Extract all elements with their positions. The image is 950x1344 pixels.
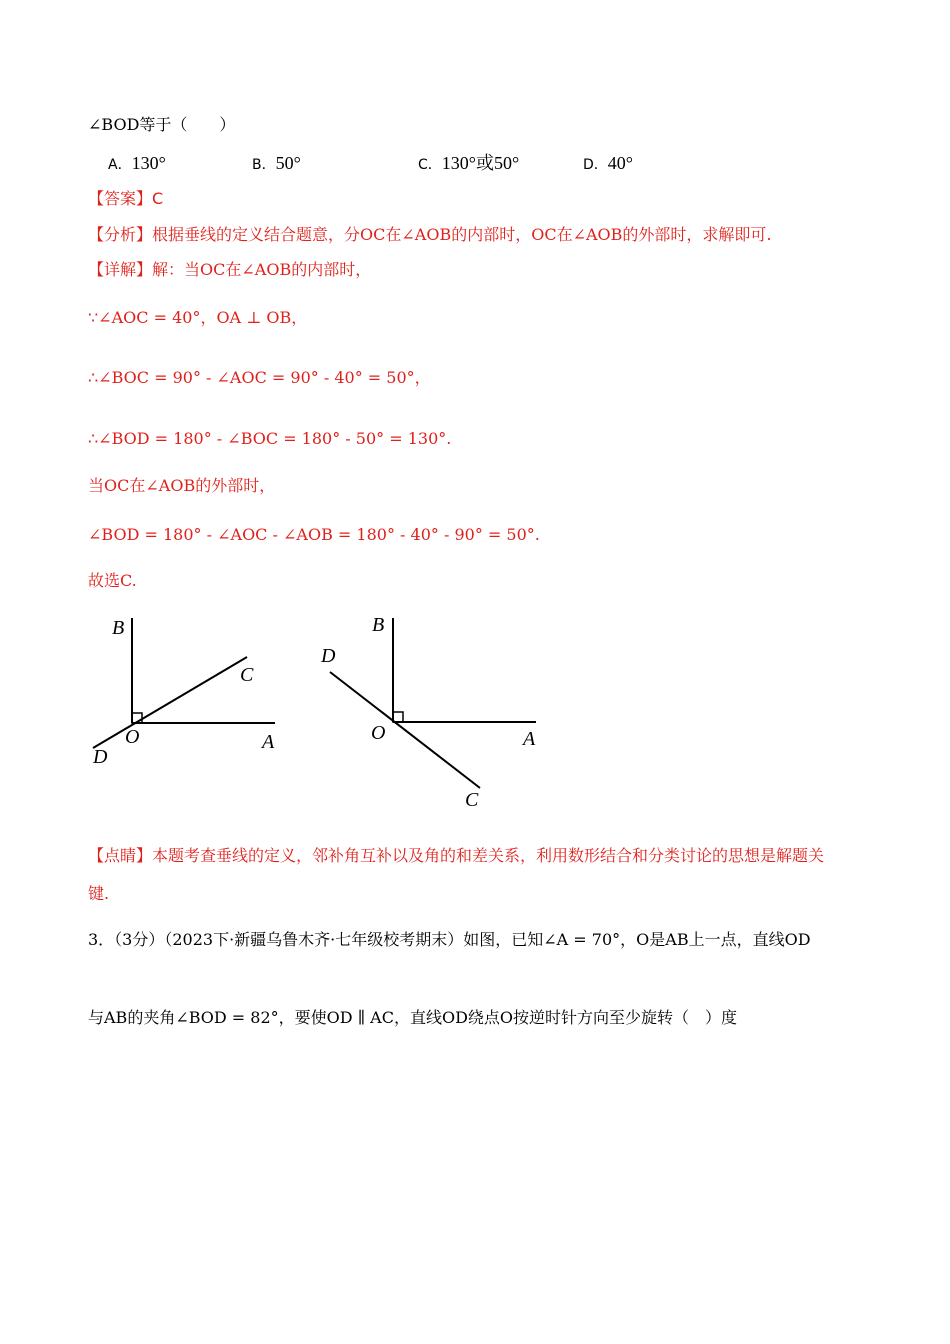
label-c: C (240, 664, 254, 686)
figure-2 (310, 610, 550, 815)
comment-line-2: 键. (88, 884, 110, 903)
question-tail: ∠BOD等于（ ） (88, 115, 236, 134)
question-3-line-1: 3．（3分）（2023下·新疆乌鲁木齐·七年级校考期末）如图，已知∠A = 70°，O是AB上一点，直线OD (88, 930, 811, 949)
option-d: D．40° (583, 153, 633, 173)
option-c: C．130°或50° (418, 153, 520, 173)
option-b: B．50° (252, 153, 301, 173)
step-4: 当OC在∠AOB的外部时， (88, 476, 276, 495)
step-3: ∴∠BOD = 180° - ∠BOC = 180° - 50° = 130°. (88, 429, 452, 448)
option-a: A．130° (108, 153, 166, 173)
label-o: O (125, 726, 140, 748)
label-a: A (262, 731, 275, 753)
label-d: D (93, 746, 108, 768)
analysis-line: 【分析】根据垂线的定义结合题意，分OC在∠AOB的内部时，OC在∠AOB的外部时，求解即可. (88, 225, 772, 244)
label-a: A (523, 728, 536, 750)
line-cd (93, 657, 247, 748)
comment-line-1: 【点睛】本题考查垂线的定义，邻补角互补以及角的和差关系，利用数形结合和分类讨论的思想是解题关 (88, 846, 825, 865)
question-3-line-2: 与AB的夹角∠BOD = 82°，要使OD ∥ AC，直线OD绕点O按逆时针方向至少旋转（ ）度 (88, 1008, 738, 1027)
step-1: ∵∠AOC = 40°，OA ⊥ OB， (88, 308, 308, 327)
label-d: D (321, 645, 336, 667)
step-2: ∴∠BOC = 90° - ∠AOC = 90° - 40° = 50°， (88, 368, 431, 387)
label-b: B (372, 614, 385, 636)
detail-line: 【详解】解：当OC在∠AOB的内部时， (88, 260, 372, 279)
label-o: O (371, 722, 386, 744)
label-b: B (112, 617, 125, 639)
step-6: 故选C. (88, 571, 137, 590)
right-angle-mark (393, 712, 403, 722)
label-c: C (465, 789, 479, 811)
answer-line: 【答案】C (88, 189, 164, 208)
step-5: ∠BOD = 180° - ∠AOC - ∠AOB = 180° - 40° - 90° = 50°. (88, 525, 540, 544)
figure-1 (85, 610, 295, 770)
line-dc (330, 672, 480, 788)
